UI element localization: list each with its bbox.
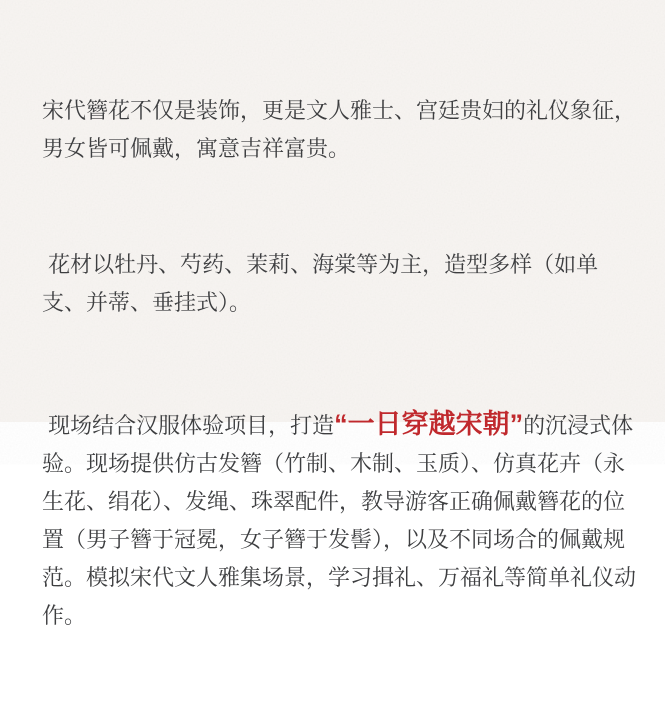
paragraph-ceremony-meaning: 宋代簪花不仅是装饰，更是文人雅士、宫廷贵妇的礼仪象征，男女皆可佩戴，寓意吉祥富贵。 xyxy=(42,98,637,161)
highlight-quote: “一日穿越宋朝” xyxy=(334,409,524,439)
paragraph-hanfu-experience xyxy=(42,405,640,635)
paragraph-flower-materials: 花材以牡丹、芍药、茉莉、海棠等为主，造型多样（如单支、并蒂、垂挂式）。 xyxy=(42,252,599,315)
text-after-highlight: 的沉浸式体验。现场提供仿古发簪（竹制、木制、玉质）、仿真花卉（永生花、绢花）、发绳、珠翠配件，教导游客正确佩戴簪花的位置（男子簪于冠冕，女子簪于发髻），以及不同场合的佩戴规范。模拟宋代文人雅集场景，学习揖礼、万福礼等简单礼仪动作。 xyxy=(42,413,637,628)
text-before-highlight: 现场结合汉服体验项目，打造 xyxy=(42,413,335,438)
